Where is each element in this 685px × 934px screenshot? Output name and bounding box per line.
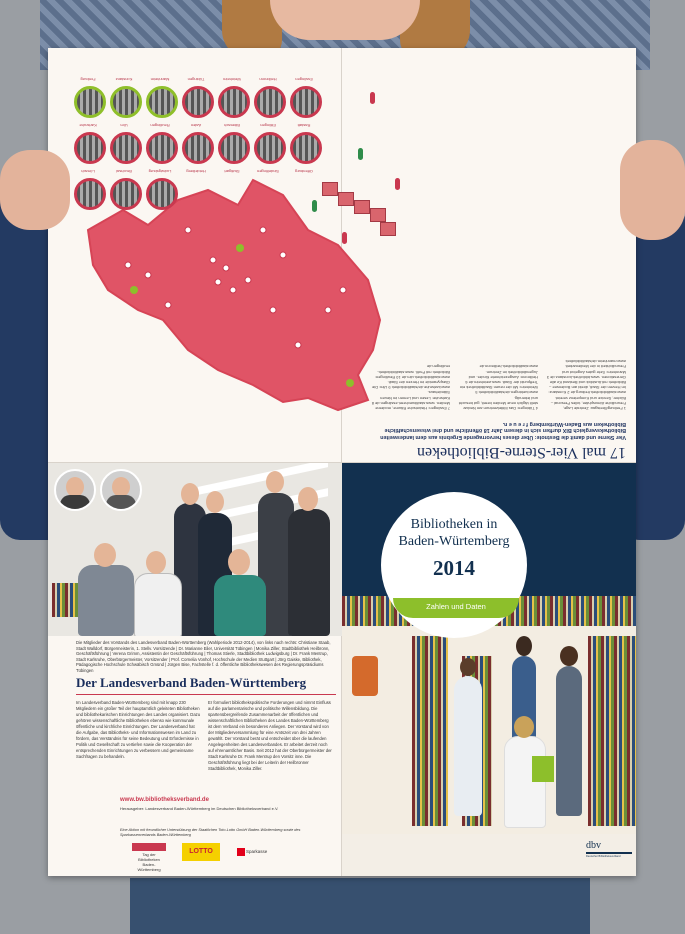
lotto-logo: [182, 843, 220, 861]
association-text-left: Im Landesverband Baden-Württemberg sind mit knapp 230 Mitgliedern ein großer Teil der hauptamtlich geleiteten Bibliotheken und bibliothekarischen Einrichtungen des Landes organisiert. Dazu gehören wissenschaftliche Bibliotheken ebenso wie kommunale öffentliche und kirchliche Einrichtungen. Der Landesverband hat die Aufgabe, das Bibliotheks- und Informationswesen im Land zu fördern, das Verständnis für seine Bedeutung und Erfordernisse in Politik und Gesellschaft zu vertiefen sowie die Kooperation der entsprechenden Einrichtungen zu verbessern und gemeinsame Sachfragen zu behandeln.: [76, 700, 201, 759]
cover-title-line2: Baden-Würtemberg: [398, 534, 510, 549]
board-member-head: [181, 483, 199, 505]
library-thumbnail: [182, 132, 214, 164]
cover-library-photo: [342, 596, 636, 834]
person-chin: [270, 0, 420, 40]
bookshelf: [412, 636, 448, 826]
library-thumbnail: [110, 86, 142, 118]
thumbnail-caption: Sindelfingen: [256, 169, 280, 174]
map-dot: [165, 302, 171, 308]
map-dot: [325, 307, 331, 313]
thumbnail-caption: Lörrach: [81, 169, 95, 174]
book-stack-illustration: [322, 182, 338, 196]
tag-der-bibliotheken-label: Tag der Bibliotheken Baden-Württemberg: [137, 852, 161, 872]
map-dot: [223, 265, 229, 271]
library-thumbnail: [254, 86, 286, 118]
thumbnail-caption: Freiburg: [80, 77, 96, 82]
portrait-circle: [54, 469, 96, 511]
thumbnail-caption: Biberach: [224, 123, 240, 128]
top-panel-intro: Vier Sterne und damit die Bestnote: Über dieses hervorragende Ergebnis aus dem landesweiten Bibliotheksvergleich BIX durften sich in diesem Jahr 18 öffentliche und drei wissenschaftliche Bibliotheken aus Baden-Württemberg f r e u e n.: [380, 420, 626, 440]
thumbnail-caption: Weinheim: [223, 77, 241, 82]
student-head: [560, 646, 578, 666]
top-panel-text: [360, 60, 628, 461]
figure-illustration: [312, 200, 317, 212]
library-thumbnail: [74, 132, 106, 164]
board-member-head: [228, 549, 250, 575]
map-green-marker: [236, 244, 244, 252]
board-member-head: [266, 471, 284, 493]
association-heading: Der Landesverband Baden-Württemberg: [76, 675, 336, 695]
board-members-photo: [48, 463, 342, 636]
tag-der-bibliotheken-logo: [132, 843, 166, 872]
map-dot: [245, 277, 251, 283]
cover-subtitle: Zahlen und Daten: [426, 602, 486, 611]
library-thumbnail: [218, 86, 250, 118]
map-dot: [185, 227, 191, 233]
thumbnail-caption: Ludwigsburg: [148, 169, 172, 174]
thumbnail-caption: Ettlingen: [260, 123, 276, 128]
map-green-marker: [130, 286, 138, 294]
thumbnail-caption: Karlsruhe: [79, 123, 97, 128]
lotto-label: LOTTO: [189, 848, 213, 855]
board-member-head: [94, 543, 116, 567]
student-head: [460, 658, 476, 676]
board-member-head: [146, 551, 166, 574]
map-dot: [295, 342, 301, 348]
cover-title-line1: Bibliotheken in: [410, 517, 498, 532]
book-stack-illustration: [338, 192, 354, 206]
thumbnail-caption: Ulm: [120, 123, 128, 128]
map-dot: [280, 252, 286, 258]
thumbnail-caption: Stuttgart: [224, 169, 240, 174]
bookshelf: [588, 636, 636, 826]
person-left-hand: [0, 150, 70, 230]
map-region-shape: [88, 180, 380, 410]
thumbnail-caption: Bruchsal: [116, 169, 132, 174]
board-member: [214, 575, 266, 636]
thumbnail-caption: Aalen: [190, 123, 202, 128]
association-text-right: Er formuliert bibliothekspolitische Forderungen und nimmt Einfluss auf die parlamentarische und politische Willensbildung. Die spartenübergreifende Zusammenarbeit der öffentlichen und wissenschaftlichen Bibliotheken des Landes Baden-Württemberg ist dem Verband ein besonderes Anliegen. Der Vorstand wird von der Mitgliederversammlung für eine Amtszeit von drei Jahren gewählt. Der Vorstand berät und entscheidet über die laufenden Angelegenheiten des Landesverbandes. Er arbeitet derzeit noch auf ehrenamtlicher Basis. Seit 2012 hat der Oberbürgermeister der Stadt Karlsruhe Dr. Frank Mentrup den Vorsitz inne. Die Geschäftsführung liegt bei der Leiterin der Heilbronner Stadtbibliothek, Monika Ziller.: [208, 700, 332, 771]
board-member-head: [206, 491, 224, 513]
cover-title: [381, 516, 527, 550]
map-dot: [230, 287, 236, 293]
library-thumbnail: [254, 132, 286, 164]
sponsor-note: Eine Aktion mit freundlicher Unterstützung der Staatlichen Toto-Lotto GmbH Baden-Württemberg sowie des Sparkassenverbands Baden-Württemberg: [120, 828, 301, 837]
thumbnail-caption: Tübingen: [187, 77, 205, 82]
publisher-note: Herausgeber: Landesverband Baden-Württemberg im Deutschen Bibliotheksverband e.V.: [120, 806, 279, 811]
map-dot: [125, 262, 131, 268]
thumbnail-caption: Offenburg: [295, 169, 313, 174]
library-thumbnail: [110, 132, 142, 164]
library-thumbnail: [74, 178, 106, 210]
map-dot: [340, 287, 346, 293]
student-figure: [504, 736, 546, 828]
sparkasse-logo: [232, 843, 272, 861]
board-member: [134, 573, 182, 636]
student-head: [516, 636, 532, 656]
library-thumbnail: [74, 86, 106, 118]
map-dot: [145, 272, 151, 278]
thumbnail-caption: Heidelberg: [186, 169, 206, 174]
person-jeans: [130, 878, 590, 934]
map-dot: [215, 279, 221, 285]
portrait-circle: [100, 469, 142, 511]
map-green-marker: [346, 379, 354, 387]
map-dot: [270, 307, 276, 313]
thumbnail-caption: Esslingen: [295, 77, 313, 82]
library-thumbnail: [146, 132, 178, 164]
board-member: [288, 509, 330, 636]
student-figure: [556, 666, 582, 816]
board-member-head: [298, 487, 318, 511]
thumbnail-caption: Reutlingen: [150, 123, 170, 128]
top-panel-column: 4 Tübingen: Das Mittelzentrum am Neckar stellt täglich neue Medien bereit, gut besucht und lebendig. www.tuebingen.de/stadtbibliothek 5 Weinheim: Mit der neuen Stadtbibliothek ein Treffpunkt der Stadt. www.weinheim.de 6 Heilbronn: Ausgezeichnete Kinder- und Jugendbibliothek im Zentrum. www.stadtbibliothek-heilbronn.de: [458, 364, 538, 411]
green-folder: [532, 756, 554, 782]
library-thumbnail: [146, 86, 178, 118]
association-url-link[interactable]: www.bw.bibliotheksverband.de: [120, 797, 209, 803]
person-right-hand: [620, 140, 685, 240]
top-panel-title: 17 mal Vier-Sterne-Bibliotheken: [416, 444, 626, 461]
cover-year: 2014: [433, 556, 475, 580]
board-member: [78, 565, 134, 636]
thumbnail-caption: Mannheim: [150, 77, 170, 82]
library-thumbnail: [290, 86, 322, 118]
student-figure: [454, 676, 482, 816]
chair: [352, 656, 378, 696]
library-thumbnail: [218, 132, 250, 164]
top-panel-column: 7 Esslingen: Historische Räume, moderne Medien. www.stadtbuecherei-esslingen.de 8 Karlsruhe: Lesen und Lernen im Neuen Ständehaus. www.karlsruhe.de/stadtbibliothek 9 Ulm: Die Glaspyramide im Herzen der Stadt. www.stadtbibliothek.ulm.de 10 Reutlingen: Bibliothek mit Profil. www.stadtbibliothek-reutlingen.de: [371, 364, 450, 411]
map-dot: [210, 257, 216, 263]
photo-caption: Die Mitglieder des Vorstands des Landesverband Baden-Württemberg (Wahlperiode 2012-2014), von links nach rechts: Christiane Staab, Stadt Walldorf, Bürgermeisterin, 1. Stellv. Vorsitzende | Dr. Marianne Eiler, Universität Tübingen | Monika Ziller, Stadtbibliothek Heilbronn, Geschäftsführung | Verena Grimm, Assistentin der Geschäftsführung | Thomas Stierle, Stadtbibliothek Ludwigsburg | Dr. Frank Mentrup, Stadt Karlsruhe, Oberbürgermeister, Vorsitzender | Prof. Cornelia Vonhof, Hochschule der Medien Stuttgart | Jörg Gaiske, Bibliothek, Pädagogische Hochschule Schwäbisch Gmünd | Jürgen Bise, Fachstelle f. d. öffentliche Bibliothekswesen des Regierungspräsidiums Tübingen: [76, 640, 331, 673]
figure-illustration: [342, 232, 347, 244]
thumbnail-caption: Heilbronn: [259, 77, 277, 82]
dbv-logo: dbv: [586, 840, 601, 851]
map-dot: [260, 227, 266, 233]
baden-wuerttemberg-map: [68, 170, 388, 420]
dbv-logo-subtitle: Deutscher Bibliotheksverband: [586, 855, 621, 858]
library-thumbnail: [146, 178, 178, 210]
library-thumbnail: [182, 86, 214, 118]
dbv-logo-bar: [586, 852, 632, 854]
thumbnail-caption: Rastatt: [297, 123, 311, 128]
thumbnail-caption: Konstanz: [115, 77, 133, 82]
sparkasse-label: Sparkasse: [246, 849, 268, 854]
library-thumbnail: [290, 132, 322, 164]
library-thumbnail: [110, 178, 142, 210]
student-head: [514, 716, 534, 738]
top-panel-column: 1 Freiburg/Breisgau: Zentrale Lage, Freundliche Atmosphäre, tolles Personal – Bücher, Service und Kompetenz vereint. www.stadtbibliothek.freiburg.de 2 Konstanz: Im Herzen der Stadt, direkt am Bodensee – Bibliothek mit Ausblick und Bestand für alle Generationen. www.bibliothek-konstanz.de 3 Mannheim: Sehr gutes Angebot und Freundlichkeit in der Medienarbeit. www.mannheim.de/stadtbibliothek: [546, 359, 626, 411]
